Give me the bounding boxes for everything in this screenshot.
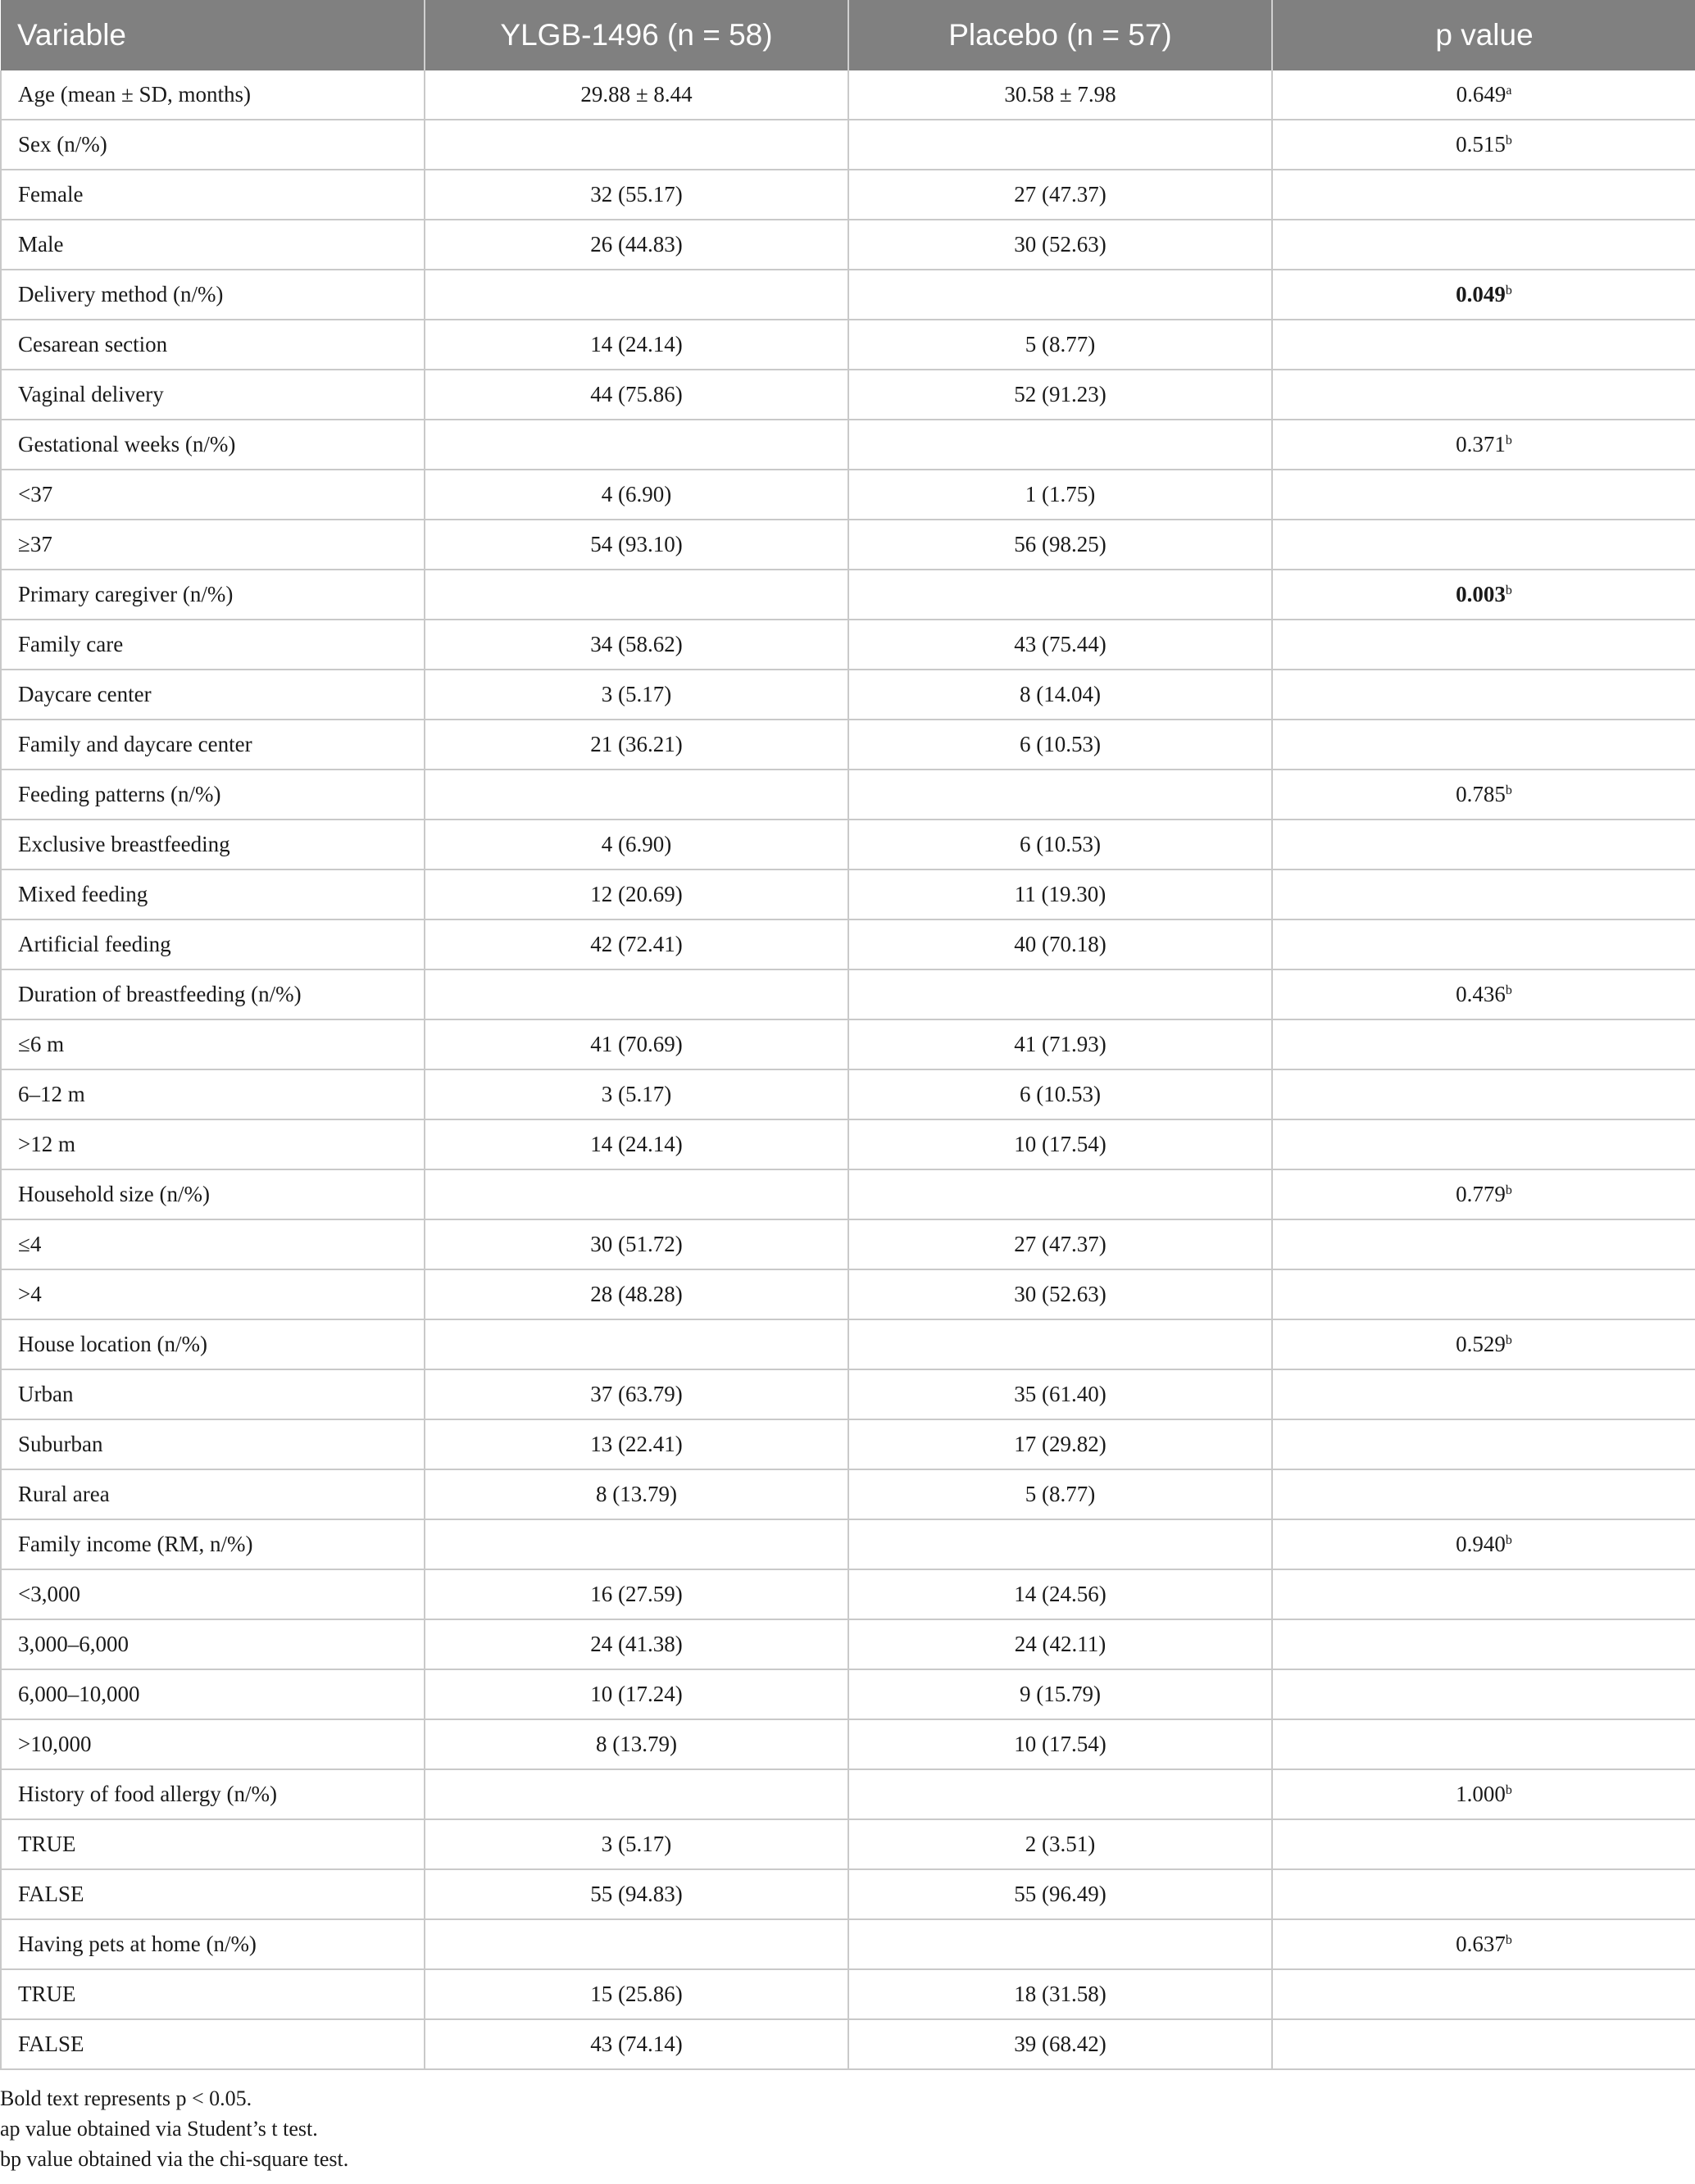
table-row bbox=[1, 870, 1695, 919]
p-value-cell bbox=[1272, 820, 1695, 870]
placebo-value bbox=[848, 120, 1272, 170]
p-value-cell bbox=[1272, 670, 1695, 720]
ylgb-value: 13 (22.41) bbox=[425, 1419, 848, 1469]
row-label: >10,000 bbox=[1, 1719, 425, 1769]
placebo-value: 27 (47.37) bbox=[848, 1219, 1272, 1269]
ylgb-value: 34 (58.62) bbox=[425, 620, 848, 670]
table-row bbox=[1, 320, 1695, 370]
table-row bbox=[1, 570, 1695, 620]
table-row bbox=[1, 1319, 1695, 1369]
placebo-value: 55 (96.49) bbox=[848, 1869, 1272, 1919]
table-row bbox=[1, 70, 1695, 120]
row-label: FALSE bbox=[1, 2019, 425, 2069]
table-row bbox=[1, 520, 1695, 570]
placebo-value: 17 (29.82) bbox=[848, 1419, 1272, 1469]
row-label: 6,000–10,000 bbox=[1, 1669, 425, 1719]
table-row bbox=[1, 420, 1695, 470]
placebo-value: 10 (17.54) bbox=[848, 1119, 1272, 1169]
p-value: 0.049 bbox=[1456, 282, 1506, 306]
p-value-footnote-marker: b bbox=[1505, 1933, 1512, 1947]
p-value-cell bbox=[1272, 2019, 1695, 2069]
table-footnotes bbox=[0, 2083, 1695, 2174]
p-value-cell bbox=[1272, 969, 1695, 1019]
ylgb-value bbox=[425, 770, 848, 820]
p-value-cell bbox=[1272, 1019, 1695, 1069]
table-row bbox=[1, 969, 1695, 1019]
p-value: 0.785 bbox=[1456, 782, 1506, 806]
table-row bbox=[1, 1669, 1695, 1719]
table-row bbox=[1, 1919, 1695, 1969]
p-value: 0.003 bbox=[1456, 582, 1506, 606]
ylgb-value: 32 (55.17) bbox=[425, 170, 848, 220]
table-row bbox=[1, 1119, 1695, 1169]
table-row bbox=[1, 1469, 1695, 1519]
row-label: >4 bbox=[1, 1269, 425, 1319]
p-value-cell bbox=[1272, 1619, 1695, 1669]
p-value-cell bbox=[1272, 919, 1695, 969]
p-value-footnote-marker: b bbox=[1505, 284, 1512, 297]
ylgb-value: 3 (5.17) bbox=[425, 1819, 848, 1869]
table-row bbox=[1, 1269, 1695, 1319]
footnote-b: bp value obtained via the chi-square test. bbox=[0, 2147, 349, 2171]
table-body bbox=[1, 70, 1695, 2069]
ylgb-value: 3 (5.17) bbox=[425, 670, 848, 720]
row-label: Mixed feeding bbox=[1, 870, 425, 919]
header-variable: Variable bbox=[1, 0, 425, 70]
placebo-value bbox=[848, 570, 1272, 620]
table-row bbox=[1, 170, 1695, 220]
table-row bbox=[1, 1869, 1695, 1919]
ylgb-value bbox=[425, 120, 848, 170]
row-label: Suburban bbox=[1, 1419, 425, 1469]
placebo-value: 24 (42.11) bbox=[848, 1619, 1272, 1669]
p-value-cell bbox=[1272, 120, 1695, 170]
ylgb-value: 43 (74.14) bbox=[425, 2019, 848, 2069]
row-label: FALSE bbox=[1, 1869, 425, 1919]
p-value-cell bbox=[1272, 620, 1695, 670]
table-row bbox=[1, 820, 1695, 870]
placebo-value: 14 (24.56) bbox=[848, 1569, 1272, 1619]
header-placebo-group: Placebo (n = 57) bbox=[848, 0, 1272, 70]
footnote-a: ap value obtained via Student’s t test. bbox=[0, 2117, 318, 2141]
p-value: 0.637 bbox=[1456, 1932, 1506, 1956]
p-value-cell bbox=[1272, 720, 1695, 770]
table-row bbox=[1, 1369, 1695, 1419]
row-label: Having pets at home (n/%) bbox=[1, 1919, 425, 1969]
table-header-row bbox=[1, 0, 1695, 70]
p-value: 0.529 bbox=[1456, 1332, 1506, 1356]
ylgb-value: 30 (51.72) bbox=[425, 1219, 848, 1269]
ylgb-value: 8 (13.79) bbox=[425, 1469, 848, 1519]
p-value-cell bbox=[1272, 1069, 1695, 1119]
table-row bbox=[1, 1069, 1695, 1119]
p-value-cell bbox=[1272, 420, 1695, 470]
p-value: 0.436 bbox=[1456, 982, 1506, 1006]
row-label: Urban bbox=[1, 1369, 425, 1419]
placebo-value: 8 (14.04) bbox=[848, 670, 1272, 720]
row-label: Daycare center bbox=[1, 670, 425, 720]
p-value-cell bbox=[1272, 1419, 1695, 1469]
p-value-cell bbox=[1272, 1569, 1695, 1619]
ylgb-value: 42 (72.41) bbox=[425, 919, 848, 969]
p-value-cell bbox=[1272, 1269, 1695, 1319]
row-label: Artificial feeding bbox=[1, 919, 425, 969]
placebo-value: 56 (98.25) bbox=[848, 520, 1272, 570]
p-value-cell bbox=[1272, 1669, 1695, 1719]
placebo-value: 35 (61.40) bbox=[848, 1369, 1272, 1419]
p-value: 0.649 bbox=[1456, 82, 1506, 107]
placebo-value: 11 (19.30) bbox=[848, 870, 1272, 919]
placebo-value bbox=[848, 770, 1272, 820]
ylgb-value: 44 (75.86) bbox=[425, 370, 848, 420]
table-row bbox=[1, 720, 1695, 770]
row-label: Cesarean section bbox=[1, 320, 425, 370]
p-value-footnote-marker: b bbox=[1505, 1783, 1512, 1797]
row-label: Feeding patterns (n/%) bbox=[1, 770, 425, 820]
table-row bbox=[1, 1419, 1695, 1469]
ylgb-value bbox=[425, 1519, 848, 1569]
p-value: 0.779 bbox=[1456, 1182, 1506, 1206]
row-label: ≤4 bbox=[1, 1219, 425, 1269]
p-value-cell bbox=[1272, 1919, 1695, 1969]
p-value-cell bbox=[1272, 570, 1695, 620]
ylgb-value bbox=[425, 270, 848, 320]
table-row bbox=[1, 370, 1695, 420]
ylgb-value: 55 (94.83) bbox=[425, 1869, 848, 1919]
placebo-value bbox=[848, 1519, 1272, 1569]
placebo-value: 27 (47.37) bbox=[848, 170, 1272, 220]
p-value-footnote-marker: b bbox=[1505, 1533, 1512, 1547]
placebo-value: 6 (10.53) bbox=[848, 720, 1272, 770]
row-label: Duration of breastfeeding (n/%) bbox=[1, 969, 425, 1019]
placebo-value: 30 (52.63) bbox=[848, 1269, 1272, 1319]
placebo-value: 6 (10.53) bbox=[848, 1069, 1272, 1119]
ylgb-value: 41 (70.69) bbox=[425, 1019, 848, 1069]
header-p-value: p value bbox=[1272, 0, 1695, 70]
placebo-value bbox=[848, 420, 1272, 470]
table-row bbox=[1, 1019, 1695, 1069]
p-value-footnote-marker: b bbox=[1505, 1333, 1512, 1347]
p-value-cell bbox=[1272, 270, 1695, 320]
ylgb-value: 28 (48.28) bbox=[425, 1269, 848, 1319]
p-value-cell bbox=[1272, 70, 1695, 120]
ylgb-value: 54 (93.10) bbox=[425, 520, 848, 570]
p-value-cell bbox=[1272, 870, 1695, 919]
placebo-value bbox=[848, 270, 1272, 320]
p-value-cell bbox=[1272, 1369, 1695, 1419]
p-value-cell bbox=[1272, 320, 1695, 370]
p-value: 0.371 bbox=[1456, 432, 1506, 456]
p-value-cell bbox=[1272, 1869, 1695, 1919]
placebo-value bbox=[848, 1169, 1272, 1219]
p-value-cell bbox=[1272, 520, 1695, 570]
ylgb-value: 15 (25.86) bbox=[425, 1969, 848, 2019]
row-label: Household size (n/%) bbox=[1, 1169, 425, 1219]
placebo-value bbox=[848, 1769, 1272, 1819]
ylgb-value: 8 (13.79) bbox=[425, 1719, 848, 1769]
row-label: ≤6 m bbox=[1, 1019, 425, 1069]
placebo-value bbox=[848, 1319, 1272, 1369]
p-value-footnote-marker: b bbox=[1505, 783, 1512, 797]
p-value-cell bbox=[1272, 470, 1695, 520]
p-value-cell bbox=[1272, 370, 1695, 420]
placebo-value: 9 (15.79) bbox=[848, 1669, 1272, 1719]
table-row bbox=[1, 1769, 1695, 1819]
header-ylgb-group: YLGB-1496 (n = 58) bbox=[425, 0, 848, 70]
ylgb-value: 37 (63.79) bbox=[425, 1369, 848, 1419]
p-value-cell bbox=[1272, 170, 1695, 220]
ylgb-value: 3 (5.17) bbox=[425, 1069, 848, 1119]
table-row bbox=[1, 1719, 1695, 1769]
placebo-value: 43 (75.44) bbox=[848, 620, 1272, 670]
row-label: 3,000–6,000 bbox=[1, 1619, 425, 1669]
placebo-value: 30 (52.63) bbox=[848, 220, 1272, 270]
table-row bbox=[1, 1619, 1695, 1669]
ylgb-value: 26 (44.83) bbox=[425, 220, 848, 270]
table-row bbox=[1, 1969, 1695, 2019]
placebo-value: 6 (10.53) bbox=[848, 820, 1272, 870]
table-row bbox=[1, 120, 1695, 170]
row-label: Primary caregiver (n/%) bbox=[1, 570, 425, 620]
row-label: Delivery method (n/%) bbox=[1, 270, 425, 320]
row-label: Family and daycare center bbox=[1, 720, 425, 770]
ylgb-value bbox=[425, 1919, 848, 1969]
ylgb-value: 4 (6.90) bbox=[425, 470, 848, 520]
table-row bbox=[1, 1569, 1695, 1619]
table-row bbox=[1, 670, 1695, 720]
p-value-footnote-marker: b bbox=[1505, 1183, 1512, 1197]
placebo-value: 41 (71.93) bbox=[848, 1019, 1272, 1069]
row-label: Exclusive breastfeeding bbox=[1, 820, 425, 870]
table-row bbox=[1, 1169, 1695, 1219]
placebo-value bbox=[848, 1919, 1272, 1969]
p-value-footnote-marker: b bbox=[1505, 983, 1512, 997]
row-label: Male bbox=[1, 220, 425, 270]
p-value-footnote-marker: a bbox=[1506, 84, 1512, 98]
placebo-value: 52 (91.23) bbox=[848, 370, 1272, 420]
p-value-cell bbox=[1272, 1969, 1695, 2019]
ylgb-value bbox=[425, 1319, 848, 1369]
ylgb-value: 10 (17.24) bbox=[425, 1669, 848, 1719]
placebo-value: 30.58 ± 7.98 bbox=[848, 70, 1272, 120]
ylgb-value bbox=[425, 570, 848, 620]
ylgb-value: 21 (36.21) bbox=[425, 720, 848, 770]
placebo-value: 18 (31.58) bbox=[848, 1969, 1272, 2019]
p-value-footnote-marker: b bbox=[1505, 583, 1512, 597]
p-value-cell bbox=[1272, 1119, 1695, 1169]
placebo-value: 5 (8.77) bbox=[848, 320, 1272, 370]
row-label: <37 bbox=[1, 470, 425, 520]
placebo-value bbox=[848, 969, 1272, 1019]
p-value-cell bbox=[1272, 1219, 1695, 1269]
row-label: ≥37 bbox=[1, 520, 425, 570]
ylgb-value bbox=[425, 1769, 848, 1819]
ylgb-value: 4 (6.90) bbox=[425, 820, 848, 870]
table-row bbox=[1, 770, 1695, 820]
p-value-footnote-marker: b bbox=[1505, 134, 1512, 148]
row-label: TRUE bbox=[1, 1969, 425, 2019]
row-label: Female bbox=[1, 170, 425, 220]
p-value-cell bbox=[1272, 1769, 1695, 1819]
table-row bbox=[1, 270, 1695, 320]
p-value-cell bbox=[1272, 220, 1695, 270]
ylgb-value: 16 (27.59) bbox=[425, 1569, 848, 1619]
table-row bbox=[1, 220, 1695, 270]
footnote-bold: Bold text represents p < 0.05. bbox=[0, 2086, 252, 2110]
ylgb-value: 12 (20.69) bbox=[425, 870, 848, 919]
table-row bbox=[1, 2019, 1695, 2069]
p-value-cell bbox=[1272, 1719, 1695, 1769]
row-label: Age (mean ± SD, months) bbox=[1, 70, 425, 120]
placebo-value: 1 (1.75) bbox=[848, 470, 1272, 520]
p-value: 0.515 bbox=[1456, 132, 1506, 157]
placebo-value: 5 (8.77) bbox=[848, 1469, 1272, 1519]
ylgb-value bbox=[425, 420, 848, 470]
row-label: Vaginal delivery bbox=[1, 370, 425, 420]
ylgb-value: 14 (24.14) bbox=[425, 1119, 848, 1169]
p-value-cell bbox=[1272, 1519, 1695, 1569]
ylgb-value: 14 (24.14) bbox=[425, 320, 848, 370]
row-label: Sex (n/%) bbox=[1, 120, 425, 170]
row-label: TRUE bbox=[1, 1819, 425, 1869]
p-value-cell bbox=[1272, 770, 1695, 820]
table-row bbox=[1, 1519, 1695, 1569]
ylgb-value bbox=[425, 969, 848, 1019]
table-row bbox=[1, 1219, 1695, 1269]
row-label: House location (n/%) bbox=[1, 1319, 425, 1369]
p-value-cell bbox=[1272, 1469, 1695, 1519]
placebo-value: 10 (17.54) bbox=[848, 1719, 1272, 1769]
p-value: 0.940 bbox=[1456, 1532, 1506, 1556]
placebo-value: 40 (70.18) bbox=[848, 919, 1272, 969]
table-row bbox=[1, 1819, 1695, 1869]
row-label: Rural area bbox=[1, 1469, 425, 1519]
row-label: <3,000 bbox=[1, 1569, 425, 1619]
placebo-value: 2 (3.51) bbox=[848, 1819, 1272, 1869]
table-row bbox=[1, 620, 1695, 670]
row-label: Gestational weeks (n/%) bbox=[1, 420, 425, 470]
row-label: Family care bbox=[1, 620, 425, 670]
row-label: Family income (RM, n/%) bbox=[1, 1519, 425, 1569]
table-row bbox=[1, 470, 1695, 520]
ylgb-value: 24 (41.38) bbox=[425, 1619, 848, 1669]
row-label: >12 m bbox=[1, 1119, 425, 1169]
table-row bbox=[1, 919, 1695, 969]
row-label: 6–12 m bbox=[1, 1069, 425, 1119]
p-value-footnote-marker: b bbox=[1505, 434, 1512, 447]
p-value: 1.000 bbox=[1456, 1782, 1506, 1806]
p-value-cell bbox=[1272, 1319, 1695, 1369]
placebo-value: 39 (68.42) bbox=[848, 2019, 1272, 2069]
ylgb-value bbox=[425, 1169, 848, 1219]
row-label: History of food allergy (n/%) bbox=[1, 1769, 425, 1819]
ylgb-value: 29.88 ± 8.44 bbox=[425, 70, 848, 120]
p-value-cell bbox=[1272, 1169, 1695, 1219]
p-value-cell bbox=[1272, 1819, 1695, 1869]
